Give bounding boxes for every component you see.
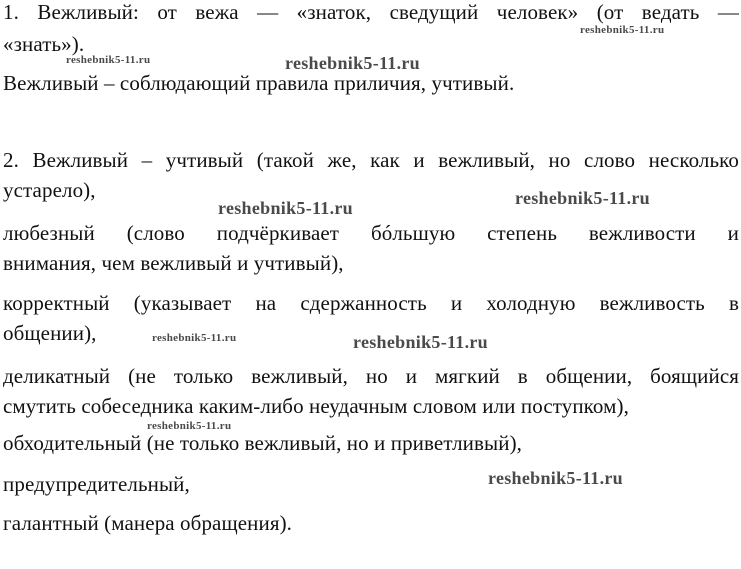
watermark: reshebnik5-11.ru (147, 420, 232, 432)
synonyms-line-6: общении), (3, 321, 97, 345)
definition-1-line-1: 1. Вежливый: от вежа — «знаток, сведущий человек» (от ведать — (3, 0, 739, 24)
synonyms-line-10: предупредительный, (3, 472, 190, 496)
watermark: reshebnik5-11.ru (515, 188, 650, 208)
watermark: reshebnik5-11.ru (488, 468, 623, 488)
definition-1-line-3: Вежливый – соблюдающий правила приличия, учтивый. (3, 71, 515, 95)
synonyms-line-2: устарело), (3, 178, 96, 202)
synonyms-line-5: корректный (указывает на сдержанность и холодную вежливость в (3, 291, 739, 315)
watermark: reshebnik5-11.ru (218, 198, 353, 218)
synonyms-line-9: обходительный (не только вежливый, но и приветливый), (3, 431, 523, 455)
synonyms-line-7: деликатный (не только вежливый, но и мягкий в общении, боящийся (3, 364, 739, 388)
synonyms-line-1: 2. Вежливый – учтивый (такой же, как и вежливый, но слово несколько (3, 148, 739, 172)
watermark: reshebnik5-11.ru (152, 332, 237, 344)
watermark: reshebnik5-11.ru (285, 53, 420, 73)
watermark: reshebnik5-11.ru (353, 332, 488, 352)
synonyms-line-8: смутить собеседника каким-либо неудачным словом или поступком), (3, 394, 629, 418)
watermark: reshebnik5-11.ru (580, 24, 665, 36)
definition-1-line-2: «знать»). (3, 32, 85, 56)
synonyms-line-11: галантный (манера обращения). (3, 511, 293, 535)
synonyms-line-4: внимания, чем вежливый и учтивый), (3, 251, 344, 275)
watermark: reshebnik5-11.ru (66, 54, 151, 66)
synonyms-line-3: любезный (слово подчёркивает бóльшую степень вежливости и (3, 221, 739, 245)
